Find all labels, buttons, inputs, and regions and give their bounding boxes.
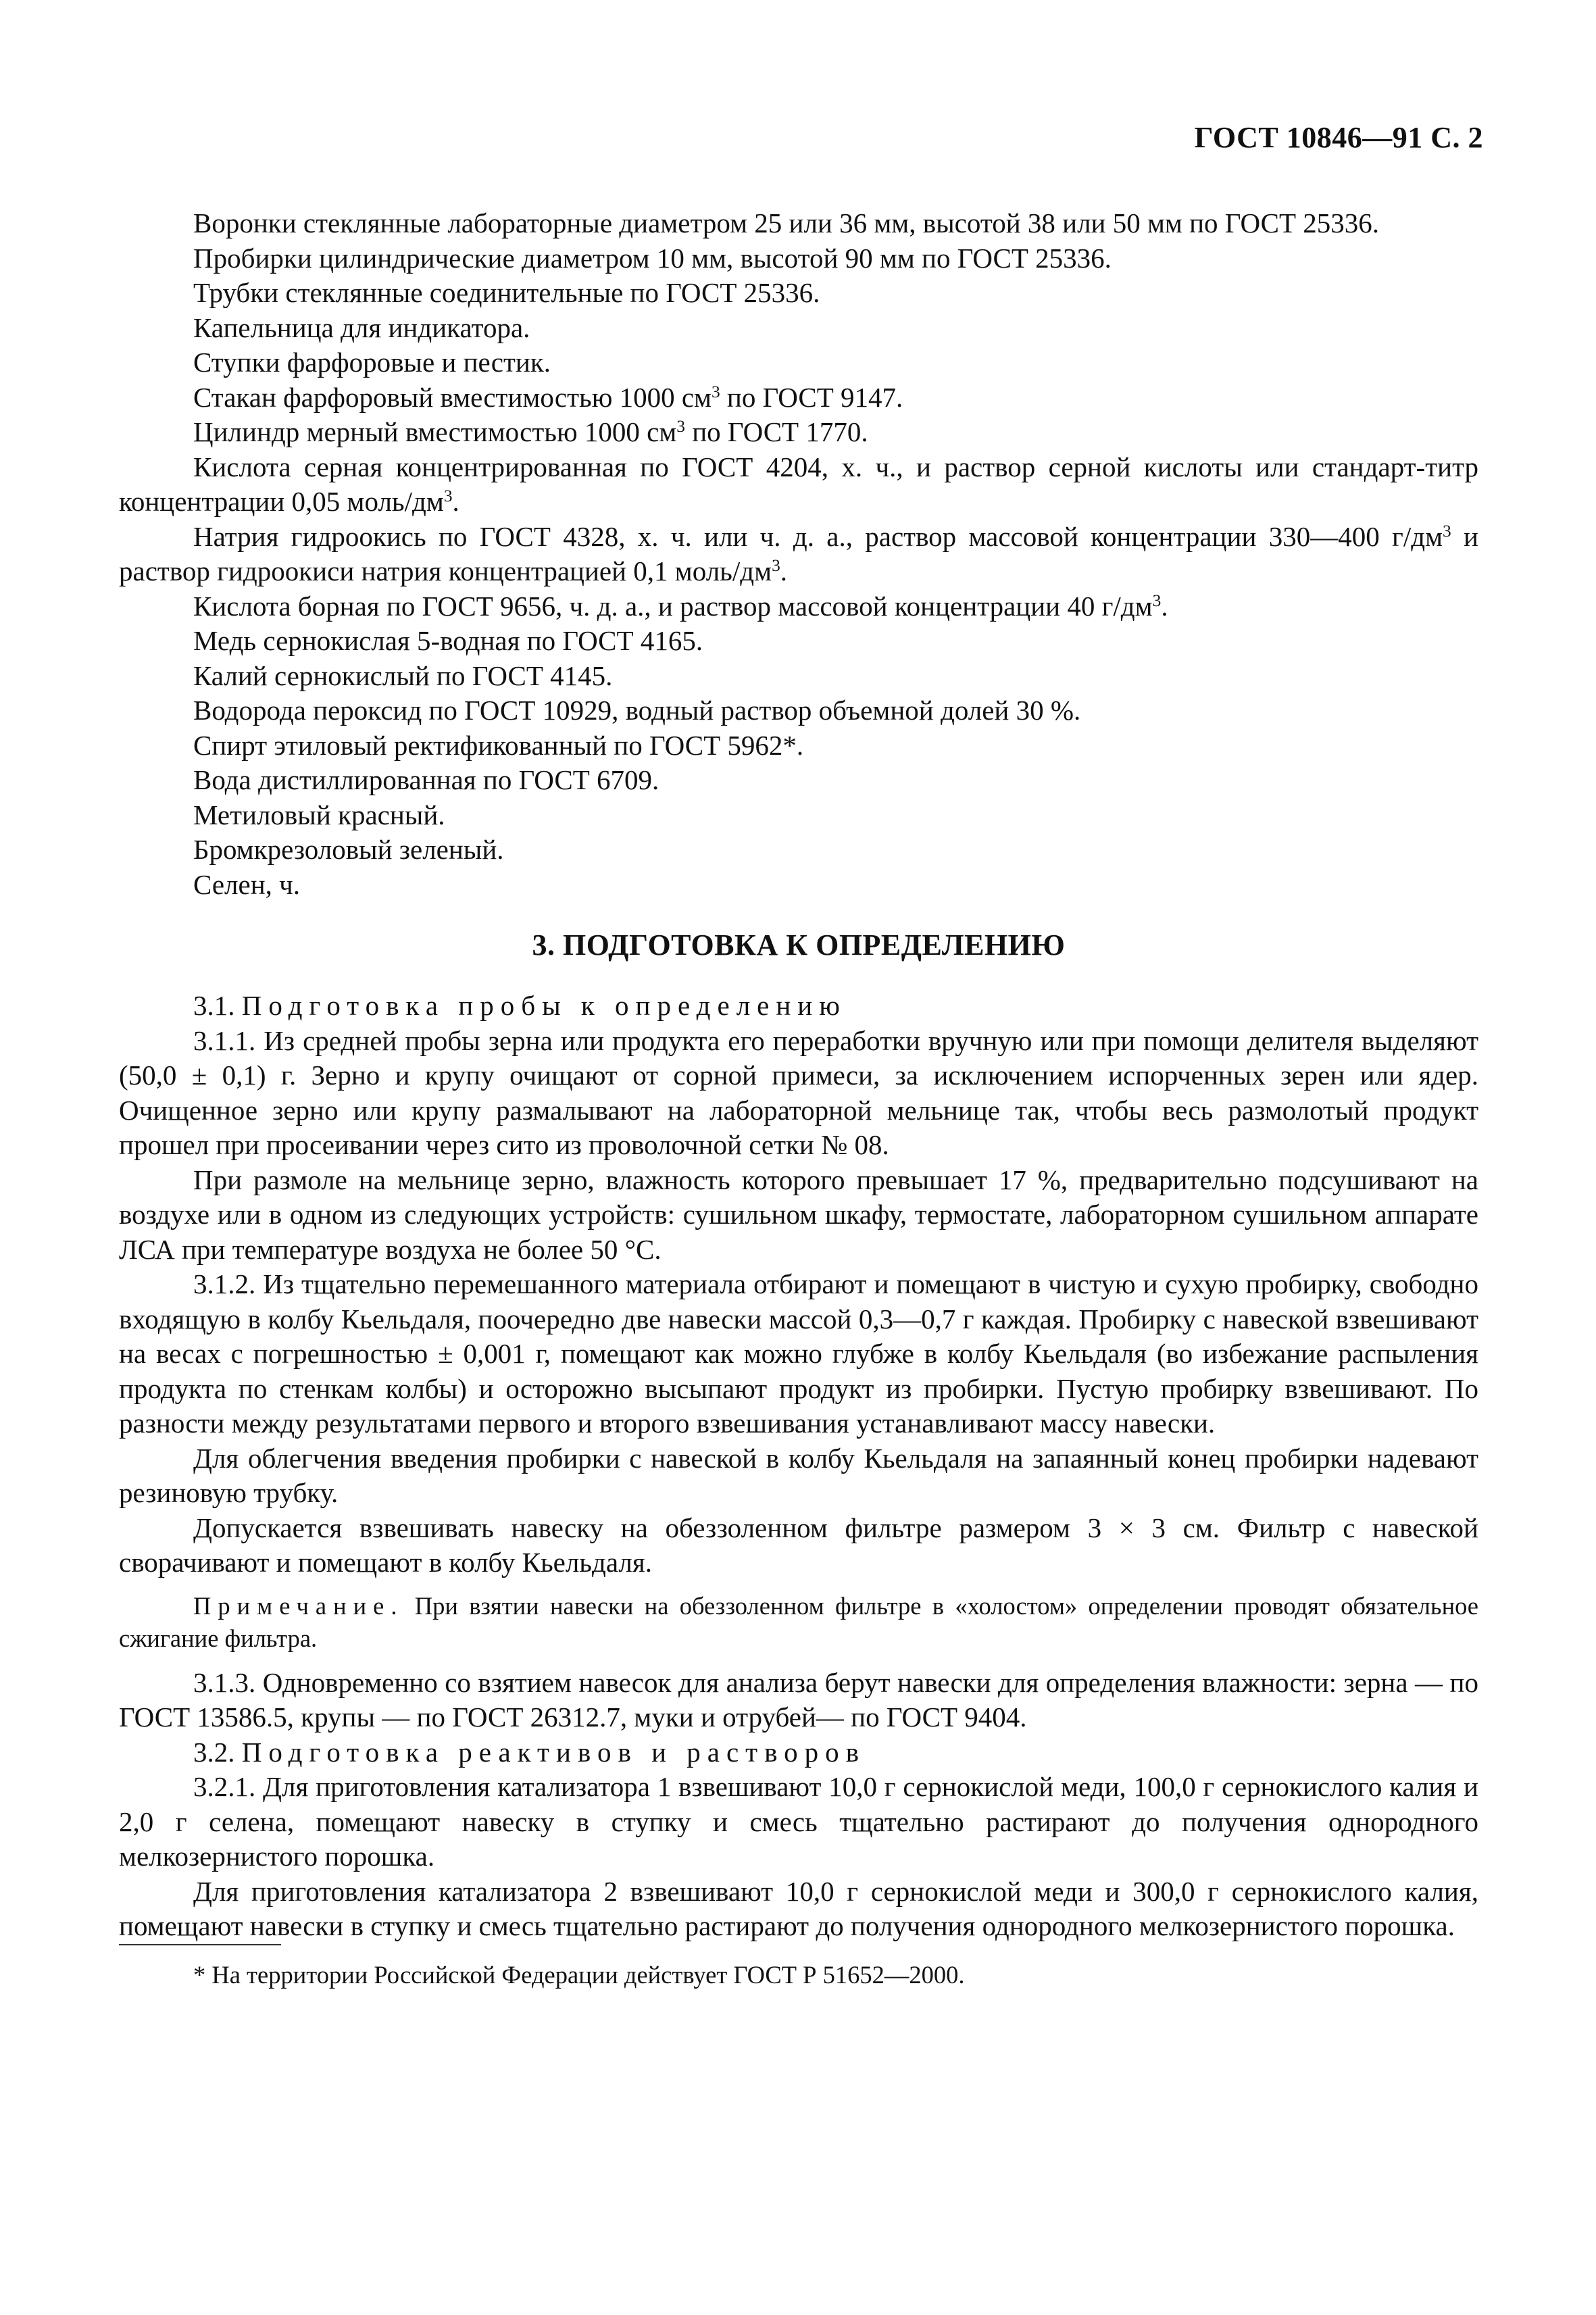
section-title: 3. ПОДГОТОВКА К ОПРЕДЕЛЕНИЮ	[532, 928, 1066, 962]
footnote-divider	[119, 1944, 281, 1945]
paragraph: 3.1.2. Из тщательно перемешанного материала отбирают и помещают в чистую и сухую пробирку, свободно входящую в колбу Кьельдаля, поочередно две навески массой 0,3—0,7 г каждая. Пробирку с навеской взвешивают на весах с погрешностью ± 0,001 г, помещают как можно глубже в колбу Кьельдаля (во избежание распыления продукта по стенкам колбы) и осторожно высыпают продукт из пробирки. Пустую пробирку взвешивают. По разности между результатами первого и второго взвешивания устанавливают массу навески.	[119, 1268, 1478, 1439]
text-segment: Цилиндр мерный вместимостью 1000 см	[193, 416, 677, 447]
list-item: Воронки стеклянные лабораторные диаметром 25 или 36 мм, высотой 38 или 50 мм по ГОСТ 25336.	[193, 207, 1379, 239]
subsection-title: Подготовка пробы к определению	[241, 990, 847, 1021]
text-segment: .	[780, 555, 788, 587]
list-item: Бромкрезоловый зеленый.	[193, 834, 504, 865]
text-segment: по ГОСТ 9147.	[720, 381, 903, 413]
subsection-number: 3.2.	[193, 1736, 242, 1768]
page-header: ГОСТ 10846—91 С. 2	[1194, 121, 1483, 154]
list-item: Вода дистиллированная по ГОСТ 6709.	[193, 764, 659, 795]
paragraph: Для приготовления катализатора 2 взвешивают 10,0 г сернокислой меди и 300,0 г сернокислого калия, помещают навески в ступку и смесь тщательно растирают до получения однородного мелкозернистого порошка.	[119, 1875, 1478, 1941]
paragraph: При размоле на мельнице зерно, влажность которого превышает 17 %, предварительно подсушивают на воздухе или в одном из следующих устройств: сушильном шкафу, термостате, лабораторном сушильном аппарате ЛСА при температуре воздуха не более 50 °С.	[119, 1164, 1478, 1265]
list-item: Водорода пероксид по ГОСТ 10929, водный раствор объемной долей 30 %.	[193, 695, 1081, 726]
list-item: Селен, ч.	[193, 868, 301, 900]
text-segment: и раствор гидроокиси натрия концентрацией 0,1 моль/дм	[119, 520, 1478, 587]
superscript: 3	[1443, 521, 1451, 541]
superscript: 3	[676, 417, 685, 437]
superscript: 3	[772, 556, 780, 576]
superscript: 3	[711, 382, 720, 401]
paragraph: 3.2.1. Для приготовления катализатора 1 взвешивают 10,0 г сернокислой меди, 100,0 г сернокислого калия и 2,0 г селена, помещают навеску в ступку и смесь тщательно растирают до получения однородного мелкозернистого порошка.	[119, 1771, 1478, 1872]
text-segment: .	[452, 486, 459, 517]
subsection-heading-3-1	[119, 989, 1478, 1024]
list-item-natria	[119, 520, 1478, 589]
text-segment: Кислота серная концентрированная по ГОСТ 4204, х. ч., и раствор серной кислоты или стандарт-титр концентрации 0,05 моль/дм	[119, 451, 1478, 517]
list-item: Метиловый красный.	[193, 799, 445, 830]
paragraph: Для облегчения введения пробирки с навеской в колбу Кьельдаля на запаянный конец пробирки надевают резиновую трубку.	[119, 1442, 1478, 1508]
list-item: Пробирки цилиндрические диаметром 10 мм, высотой 90 мм по ГОСТ 25336.	[193, 242, 1112, 274]
paragraph: 3.1.3. Одновременно со взятием навесок для анализа берут навески для определения влажности: зерна — по ГОСТ 13586.5, крупы — по ГОСТ 26312.7, муки и отрубей— по ГОСТ 9404.	[119, 1666, 1478, 1733]
text-segment: Стакан фарфоровый вместимостью 1000 см	[193, 381, 712, 413]
subsection-heading-3-2	[119, 1735, 1478, 1770]
list-item: Трубки стеклянные соединительные по ГОСТ 25336.	[193, 277, 820, 308]
text-segment: по ГОСТ 1770.	[684, 416, 868, 447]
list-item-kislota-sernaya	[119, 450, 1478, 520]
note	[119, 1590, 1478, 1655]
note-label: Примечание.	[193, 1591, 404, 1620]
superscript: 3	[1152, 591, 1162, 610]
text-segment: Кислота борная по ГОСТ 9656, ч. д. а., и раствор массовой концентрации 40 г/дм	[193, 590, 1153, 622]
list-item: Калий сернокислый по ГОСТ 4145.	[193, 659, 613, 691]
paragraph: 3.1.1. Из средней пробы зерна или продукта его переработки вручную или при помощи делителя выделяют (50,0 ± 0,1) г. Зерно и крупу очищают от сорной примеси, за исключением испорченных зерен или ядер. Очищенное зерно или крупу размалывают на лабораторной мельнице так, чтобы весь размолотый продукт прошел при просеивании через сито из проволочной сетки № 08.	[119, 1024, 1478, 1160]
subsection-number: 3.1.	[193, 990, 242, 1021]
text-segment: .	[1161, 590, 1168, 622]
text-segment: Натрия гидроокись по ГОСТ 4328, х. ч. или ч. д. а., раствор массовой концентрации 330—400 г/дм	[193, 520, 1443, 552]
paragraph: Допускается взвешивать навеску на обеззоленном фильтре размером 3 × 3 см. Фильтр с навеской сворачивают и помещают в колбу Кьельдаля.	[119, 1512, 1478, 1578]
list-item-cilindr	[119, 415, 1478, 450]
list-item-stakan	[119, 380, 1478, 416]
subsection-title: Подготовка реактивов и растворов	[241, 1736, 866, 1768]
list-item: Капельница для индикатора.	[193, 312, 530, 343]
footnote: * На территории Российской Федерации действует ГОСТ Р 51652—2000.	[193, 1960, 965, 1989]
list-item-kislota-bornaya	[119, 589, 1478, 624]
list-item: Медь сернокислая 5-водная по ГОСТ 4165.	[193, 625, 703, 656]
list-item: Спирт этиловый ректификованный по ГОСТ 5962*.	[193, 729, 804, 761]
superscript: 3	[443, 487, 453, 506]
document-body	[119, 206, 1478, 1991]
list-item: Ступки фарфоровые и пестик.	[193, 347, 551, 378]
note-text: При взятии навески на обеззоленном фильтре в «холостом» определении проводят обязательное сжигание фильтра.	[119, 1591, 1478, 1652]
